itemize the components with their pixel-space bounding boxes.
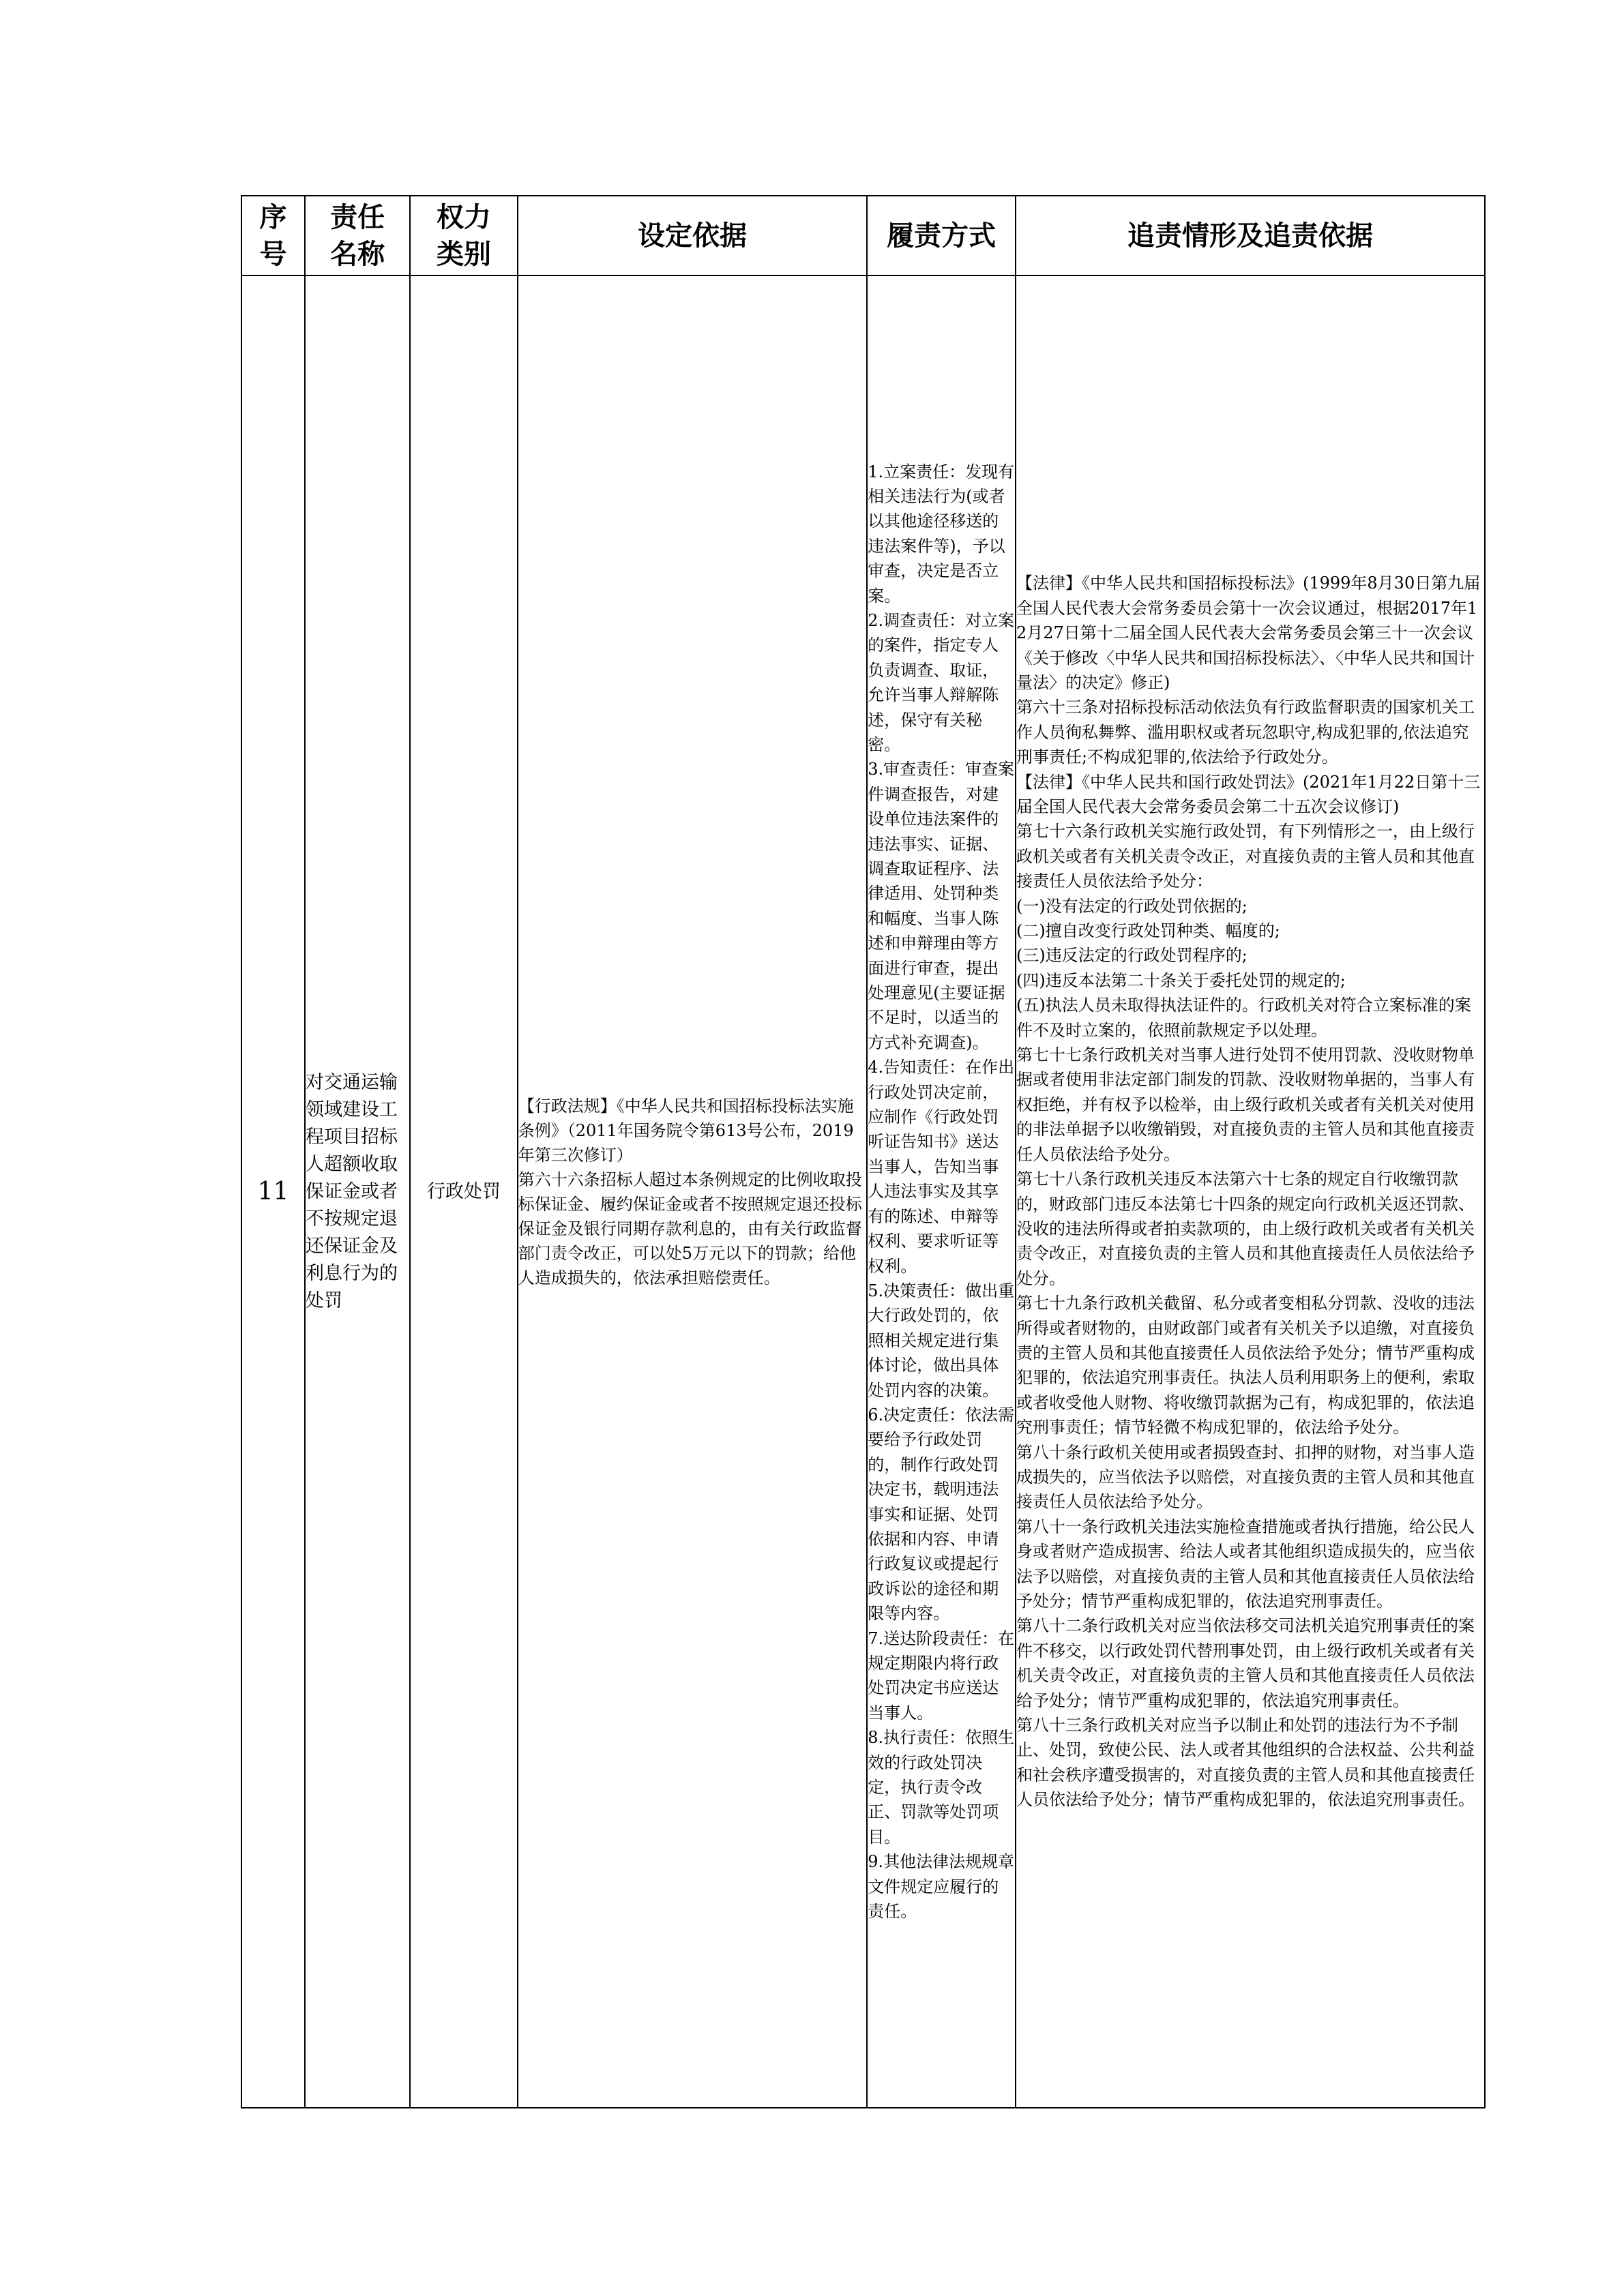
- cell-method: [867, 275, 1016, 2108]
- method-item: 1.立案责任：发现有相关违法行为(或者以其他途径移送的违法案件等)，予以审查，决定是否立案。: [868, 462, 1015, 606]
- method-item: 3.审查责任：审查案件调查报告，对建设单位违法案件的违法事实、证据、调查取证程序、法律适用、处罚种类和幅度、当事人陈述和申辩理由等方面进行审查，提出处理意见(主要证据不足时，以适当的方式补充调查)。: [868, 760, 1015, 1052]
- cell-seq: 11: [241, 275, 305, 2108]
- method-item: 2.调查责任：对立案的案件，指定专人负责调查、取证，允许当事人辩解陈述，保守有关秘密。: [868, 610, 1015, 754]
- header-row: [241, 196, 1485, 275]
- table-row: [241, 275, 1485, 2108]
- accountability-item: (五)执法人员未取得执法证件的。行政机关对符合立案标准的案件不及时立案的，依照前款规定予以处理。: [1016, 996, 1471, 1040]
- accountability-item: 第七十六条行政机关实施行政处罚，有下列情形之一，由上级行政机关或者有关机关责令改正，对直接负责的主管人员和其他直接责任人员依法给予处分：: [1016, 822, 1475, 891]
- accountability-item: 第六十三条对招标投标活动依法负有行政监督职责的国家机关工作人员徇私舞弊、滥用职权或者玩忽职守,构成犯罪的,依法追究刑事责任;不构成犯罪的,依法给予行政处分。: [1016, 698, 1475, 767]
- accountability-item: 第八十二条行政机关对应当依法移交司法机关追究刑事责任的案件不移交，以行政处罚代替刑事处罚，由上级行政机关或者有关机关责令改正，对直接负责的主管人员和其他直接责任人员依法给予处分；情节严重构成犯罪的，依法追究刑事责任。: [1016, 1616, 1475, 1710]
- basis-article: 第六十六条招标人超过本条例规定的比例收取投标保证金、履约保证金或者不按照规定退还投标保证金及银行同期存款利息的，由有关行政监督部门责令改正，可以处5万元以下的罚款；给他人造成损失的，依法承担赔偿责任。: [518, 1169, 862, 1287]
- cell-category: 行政处罚: [410, 275, 517, 2108]
- accountability-item: (四)违反本法第二十条关于委托处罚的规定的;: [1016, 970, 1346, 990]
- cell-basis: [518, 275, 868, 2108]
- accountability-item: 第七十七条行政机关对当事人进行处罚不使用罚款、没收财物单据或者使用非法定部门制发的罚款、没收财物单据的，当事人有权拒绝，并有权予以检举，由上级行政机关或者有关机关对使用的非法单据予以收缴销毁，对直接负责的主管人员和其他直接责任人员依法给予处分。: [1016, 1045, 1475, 1164]
- cell-name: 对交通运输领域建设工程项目招标人超额收取保证金或者不按规定退还保证金及利息行为的处罚: [305, 275, 410, 2108]
- accountability-item: (二)擅自改变行政处罚种类、幅度的;: [1016, 921, 1280, 941]
- accountability-item: (三)违反法定的行政处罚程序的;: [1016, 946, 1247, 966]
- accountability-item: 第七十八条行政机关违反本法第六十七条的规定自行收缴罚款的，财政部门违反本法第七十四条的规定向行政机关返还罚款、没收的违法所得或者拍卖款项的，由上级行政机关或者有关机关责令改正，对直接负责的主管人员和其他直接责任人员依法给予处分。: [1016, 1169, 1475, 1288]
- method-item: 7.送达阶段责任：在规定期限内将行政处罚决定书应送达当事人。: [868, 1628, 1015, 1723]
- method-item: 8.执行责任：依照生效的行政处罚决定，执行责令改正、罚款等处罚项目。: [868, 1728, 1015, 1847]
- header-name: 责任 名称: [305, 196, 410, 275]
- method-item: 6.决定责任：依法需要给予行政处罚的，制作行政处罚决定书，载明违法事实和证据、处罚依据和内容、申请行政复议或提起行政诉讼的途径和期限等内容。: [868, 1405, 1015, 1624]
- cell-accountability: [1016, 275, 1485, 2108]
- method-item: 9.其他法律法规规章文件规定应履行的责任。: [868, 1852, 1015, 1922]
- header-seq: 序 号: [241, 196, 305, 275]
- basis-source: 【行政法规】《中华人民共和国招标投标法实施条例》（2011年国务院令第613号公布，2019年第三次修订）: [518, 1096, 854, 1165]
- header-category: 权力 类别: [410, 196, 517, 275]
- responsibility-table: [241, 195, 1486, 2108]
- accountability-item: 第八十条行政机关使用或者损毁查封、扣押的财物，对当事人造成损失的，应当依法予以赔偿，对直接负责的主管人员和其他直接责任人员依法给予处分。: [1016, 1442, 1475, 1512]
- method-item: 5.决策责任：做出重大行政处罚的，依照相关规定进行集体讨论，做出具体处罚内容的决策。: [868, 1281, 1015, 1400]
- accountability-item: 第七十九条行政机关截留、私分或者变相私分罚款、没收的违法所得或者财物的，由财政部门或者有关机关予以追缴，对直接负责的主管人员和其他直接责任人员依法给予处分；情节严重构成犯罪的，依法追究刑事责任。执法人员利用职务上的便利，索取或者收受他人财物、将收缴罚款据为己有，构成犯罪的，依法追究刑事责任；情节轻微不构成犯罪的，依法给予处分。: [1016, 1294, 1475, 1437]
- accountability-item: 第八十一条行政机关违法实施检查措施或者执行措施，给公民人身或者财产造成损害、给法人或者其他组织造成损失的，应当依法予以赔偿，对直接负责的主管人员和其他直接责任人员依法给予处分；情节严重构成犯罪的，依法追究刑事责任。: [1016, 1517, 1475, 1611]
- header-method: 履责方式: [867, 196, 1016, 275]
- method-item: 4.告知责任：在作出行政处罚决定前，应制作《行政处罚听证告知书》送达当事人，告知当事人违法事实及其享有的陈述、申辩等权利、要求听证等权利。: [868, 1058, 1015, 1276]
- accountability-item: 【法律】《中华人民共和国招标投标法》(1999年8月30日第九届全国人民代表大会常务委员会第十一次会议通过，根据2017年12月27日第十二届全国人民代表大会常务委员会第三十一次会议《关于修改〈中华人民共和国招标投标法〉、〈中华人民共和国计量法〉的决定》修正): [1016, 573, 1481, 692]
- accountability-item: 第八十三条行政机关对应当予以制止和处罚的违法行为不予制止、处罚，致使公民、法人或者其他组织的合法权益、公共利益和社会秩序遭受损害的，对直接负责的主管人员和其他直接责任人员依法给予处分；情节严重构成犯罪的，依法追究刑事责任。: [1016, 1716, 1475, 1810]
- header-accountability: 追责情形及追责依据: [1016, 196, 1485, 275]
- accountability-item: (一)没有法定的行政处罚依据的;: [1016, 896, 1247, 916]
- accountability-item: 【法律】《中华人民共和国行政处罚法》(2021年1月22日第十三届全国人民代表大会常务委员会第二十五次会议修订): [1016, 772, 1481, 816]
- header-basis: 设定依据: [518, 196, 868, 275]
